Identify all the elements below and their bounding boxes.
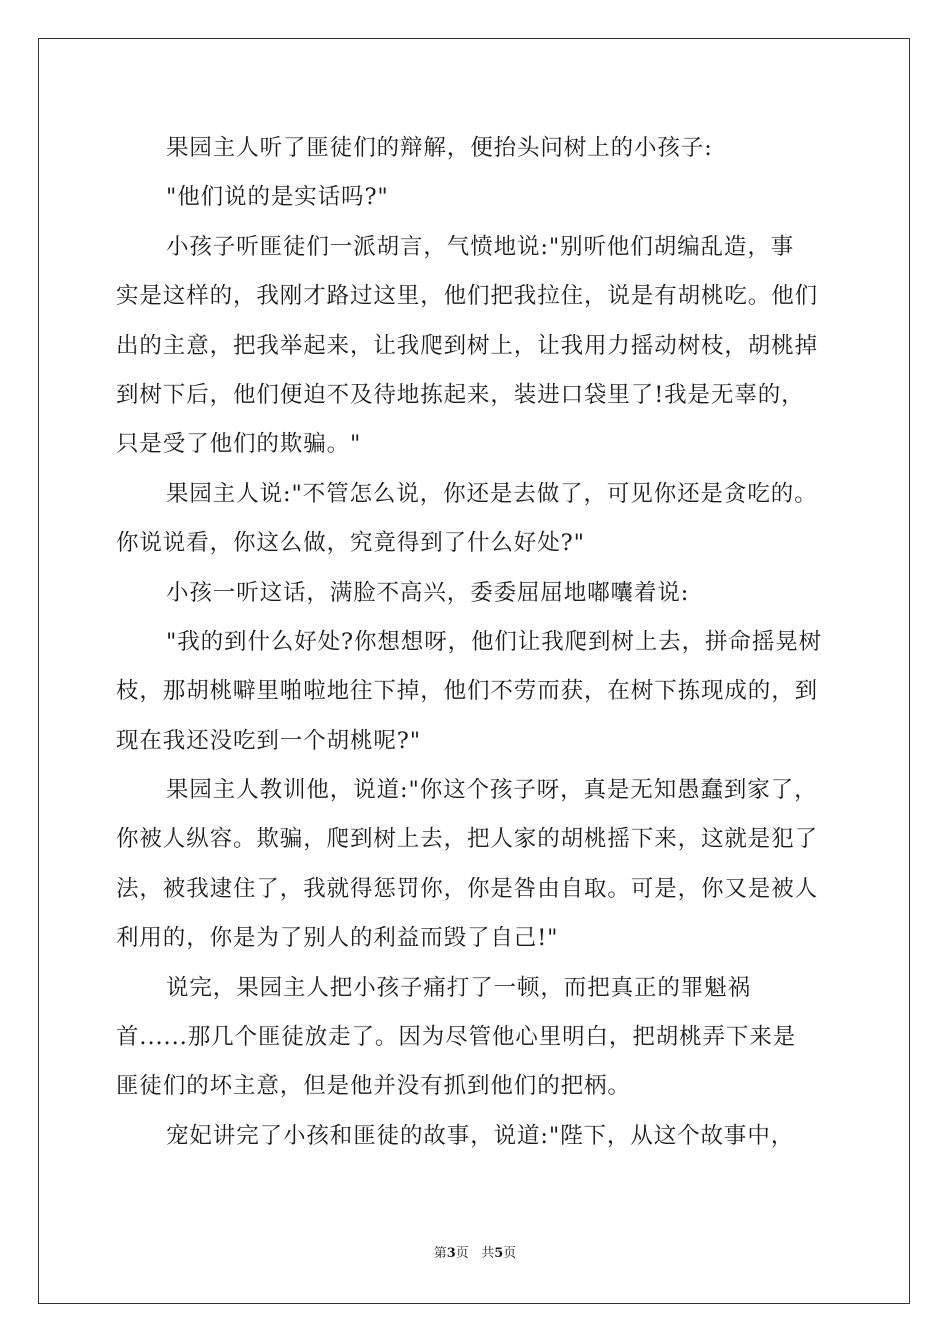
current-page-number: 3 — [446, 1246, 456, 1261]
text-line: 宠妃讲完了小孩和匪徒的故事，说道:"陛下，从这个故事中， — [166, 1122, 795, 1149]
document-body — [116, 128, 838, 1165]
text-line: 你说说看，你这么做，究竟得到了什么好处?" — [116, 530, 585, 557]
text-line: 小孩一听这话，满脸不高兴，委委屈屈地嘟囔着说: — [166, 579, 690, 606]
footer-total-suffix: 页 — [503, 1246, 517, 1261]
text-line: 现在我还没吃到一个胡桃呢?" — [116, 727, 422, 754]
text-line: 枝，那胡桃噼里啪啦地往下掉，他们不劳而获，在树下拣现成的，到 — [116, 678, 819, 705]
text-line: 小孩子听匪徒们一派胡言，气愤地说:"别听他们胡编乱造，事 — [166, 233, 795, 260]
text-line: 果园主人听了匪徒们的辩解，便抬头问树上的小孩子: — [166, 135, 713, 161]
text-line: 到树下后，他们便迫不及待地拣起来，装进口袋里了!我是无辜的， — [116, 381, 805, 408]
text-line: 你被人纵容。欺骗，爬到树上去，把人家的胡桃摇下来，这就是犯了 — [116, 826, 819, 853]
text-line: 果园主人教训他，说道:"你这个孩子呀，真是无知愚蠢到家了， — [166, 777, 818, 804]
footer-total-prefix: 共 — [481, 1246, 495, 1261]
text-line: "我的到什么好处?你想想呀，他们让我爬到树上去，拼命摇晃树 — [166, 628, 823, 655]
text-line: 只是受了他们的欺骗。" — [116, 431, 362, 458]
footer-page-suffix: 页 — [455, 1246, 469, 1261]
text-line: 首......那几个匪徒放走了。因为尽管他心里明白，把胡桃弄下来是 — [116, 1024, 797, 1051]
text-line: 匪徒们的坏主意，但是他并没有抓到他们的把柄。 — [116, 1073, 631, 1100]
text-line: 实是这样的，我刚才路过这里，他们把我拉住，说是有胡桃吃。他们 — [116, 283, 819, 310]
text-line: 利用的，你是为了别人的利益而毁了自己!" — [116, 925, 559, 952]
text-line: 法，被我逮住了，我就得惩罚你，你是咎由自取。可是，你又是被人 — [116, 875, 819, 902]
total-pages-number: 5 — [494, 1246, 504, 1261]
footer-prefix: 第 — [433, 1246, 447, 1261]
text-line: 出的主意，把我举起来，让我爬到树上，让我用力摇动树枝，胡桃掉 — [116, 332, 819, 359]
text-line: "他们说的是实话吗?" — [166, 184, 389, 211]
page-footer — [0, 1246, 950, 1262]
text-line: 说完，果园主人把小孩子痛打了一顿，而把真正的罪魁祸 — [166, 974, 752, 1001]
text-line: 果园主人说:"不管怎么说，你还是去做了，可见你还是贪吃的。 — [166, 480, 818, 507]
